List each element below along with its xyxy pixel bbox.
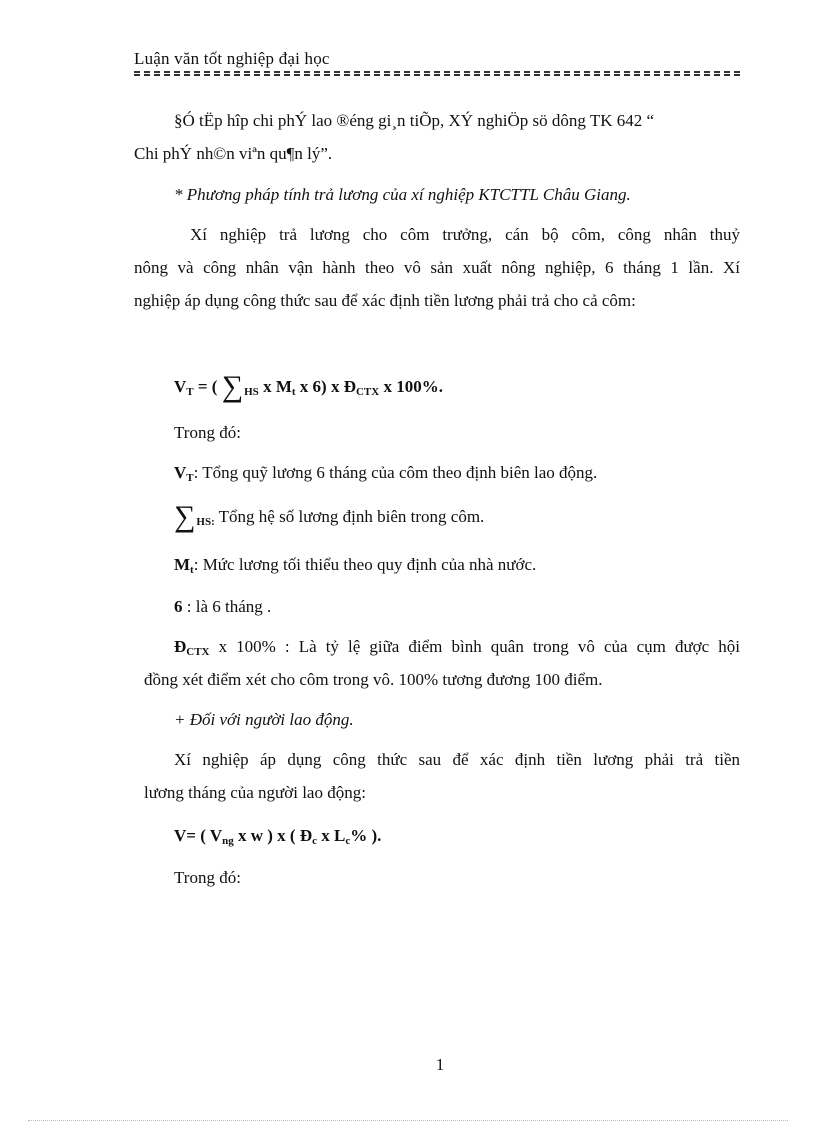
definition-six: 6 : là 6 tháng .	[174, 597, 272, 616]
page-number: 1	[435, 1055, 445, 1074]
sum-symbol: ∑	[174, 500, 196, 533]
paragraph-line: lương tháng của người lao động:	[144, 783, 366, 802]
paragraph-indirect-labor	[134, 104, 740, 137]
definition-hs: ∑HS: Tổng hệ số lương định biên trong côm.	[174, 500, 485, 533]
definition-dctx: ĐCTX x 100% : Là tỷ lệ giữa điểm bình quân trong vô của cụm được hội	[174, 637, 740, 658]
header-divider	[134, 71, 740, 76]
where-label: Trong đó:	[174, 423, 241, 442]
method-heading: * Phương pháp tính trả lương của xí nghiệp KTCTTL Châu Giang.	[174, 185, 631, 204]
formula-team-salary: VT = ( ∑HS x Mt x 6) x ĐCTX x 100%.	[174, 370, 443, 403]
definition-vt: VT: Tổng quỹ lương 6 tháng của côm theo định biên lao động.	[174, 463, 598, 484]
paragraph-indirect-labor-cont	[134, 137, 740, 170]
page-bottom-divider	[28, 1120, 788, 1121]
worker-heading: + Đối với người lao động.	[174, 710, 354, 729]
sum-symbol: ∑	[221, 370, 244, 403]
paragraph-line: nghiệp áp dụng công thức sau để xác định tiền lương phải trả cho cả côm:	[134, 291, 636, 310]
paragraph-line: §Ó tËp hîp chi phÝ lao ®éng gi¸n tiÕp, XÝ nghiÖp sö dông TK 642 “	[174, 111, 655, 130]
formula-worker-salary: V= ( Vng x w ) x ( Đc x Lc% ).	[174, 826, 382, 847]
where-label: Trong đó:	[174, 868, 241, 887]
definition-mt: Mt: Mức lương tối thiểu theo quy định của nhà nước.	[174, 555, 537, 576]
page-header-title: Luận văn tốt nghiệp đại học	[134, 49, 330, 68]
paragraph-line: Xí nghiệp trả lương cho côm trưởng, cán bộ côm, công nhân thuỷ	[190, 225, 740, 244]
paragraph-line: nông và công nhân vận hành theo vô sản xuất nông nghiệp, 6 tháng 1 lần. Xí	[134, 258, 740, 277]
paragraph-line: Xí nghiệp áp dụng công thức sau để xác định tiền lương phải trả tiền	[174, 750, 740, 769]
paragraph-line: Chi phÝ nh©n viªn qu¶n lý”.	[134, 144, 333, 163]
definition-dctx-cont: đồng xét điểm xét cho côm trong vô. 100% tương đương 100 điểm.	[144, 670, 603, 689]
